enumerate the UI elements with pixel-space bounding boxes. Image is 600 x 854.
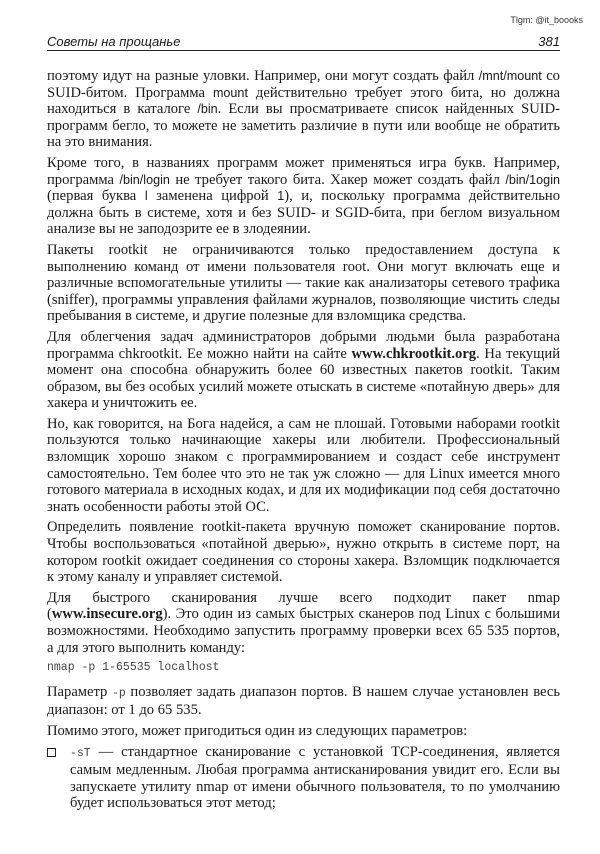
list-item <box>47 744 560 812</box>
text-run: поэтому идут на разные уловки. Например, они могут создать файл <box>47 68 479 84</box>
inline-code: /mnt/mount <box>478 69 542 83</box>
inline-code: mount <box>212 85 248 100</box>
paragraph <box>47 684 560 719</box>
text-run: . На текущий момент она способна обнаружить более 60 известных пакетов rootkit. Таким образом, вы без особых усилий можете отыскать в системе «потайную дверь» для хакера и уничтожить ее. <box>47 345 561 412</box>
inline-code: 1 <box>277 189 285 204</box>
text-run: действительно требует этого бита, но должна находиться в каталоге <box>47 84 560 118</box>
text-run: Помимо этого, может пригодиться один из следующих параметров: <box>47 722 468 739</box>
inline-code: l <box>144 189 148 204</box>
inline-code: /bin/login <box>119 172 170 187</box>
url-text: www.chkrootkit.org <box>351 345 477 362</box>
watermark: Tlgm: @it_boooks <box>510 15 583 25</box>
bullet-list <box>47 744 560 812</box>
list-item-text <box>70 744 560 812</box>
text-run: Параметр <box>47 683 112 700</box>
running-header <box>47 29 560 51</box>
page-number: 381 <box>538 34 560 49</box>
text-run: не требует такого бита. Хакер может создать файл <box>169 171 506 188</box>
inline-code: /bin <box>197 102 218 117</box>
chapter-title: Советы на прощанье <box>47 34 181 49</box>
text-run: Определить появление rootkit-пакета вручную поможет сканирование портов. Чтобы воспользоваться «потайной дверью», нужно открыть в системе порт, на котором rootkit ожидает соединения со стороны хакера. Взломщик подключается к этому каналу и управляет системой. <box>47 519 560 586</box>
paragraph <box>47 723 560 740</box>
inline-code: /bin/1ogin <box>505 172 560 187</box>
text-run: — стандартное сканирование с установкой TCP-соединения, является самым медленным. Любая программа антисканирования увидит его. Если вы запускаете утилиту nmap от имени обычного пользователя, то по умолчанию будет использоваться этот метод; <box>70 743 560 812</box>
text-run: Но, как говорится, на Бога надейся, а сам не плошай. Готовыми наборами rootkit пользуются только начинающие хакеры или любители. Профессиональный взломщик хорошо знаком с программированием и создаст себе инструмент самостоятельно. Тем более что это не так уж сложно — для Linux имеется много готового материала в исходных кодах, и для их модификации под себя достаточно знать особенности работы этой ОС. <box>47 415 560 515</box>
paragraph <box>47 242 560 325</box>
checkbox-bullet-icon <box>47 748 56 757</box>
page-body <box>47 68 560 816</box>
code-block: nmap -p 1-65535 localhost <box>47 661 220 675</box>
inline-code: -p <box>111 686 126 700</box>
paragraph <box>47 329 560 412</box>
paragraph <box>47 416 560 516</box>
text-run: (первая буква <box>47 188 145 205</box>
text-run: . Если вы просматриваете список найденных SUID-программ бегло, то можете не заметить различие в пути или вообще не обратить на это внимания. <box>47 101 560 151</box>
text-run: Кроме того, в названиях программ может применяться игра букв. Например, программа <box>47 154 560 188</box>
paragraph <box>47 68 560 151</box>
url-text: www.insecure.org <box>51 606 163 623</box>
paragraph <box>47 155 560 238</box>
text-run: заменена цифрой <box>147 188 278 205</box>
paragraph <box>47 590 560 656</box>
text-run: Для облегчения задач администраторов добрыми людьми была разработана программа chkrootkit. Ее можно найти на сайте <box>47 328 560 362</box>
paragraph <box>47 519 560 585</box>
text-run: ), и, поскольку программа действительно должна быть в системе, хотя и без SUID- и SGID-бита, при беглом визуальном анализе вы не заподозрите ее в злодеянии. <box>47 188 560 238</box>
inline-code: -sT <box>70 746 91 760</box>
text-run: со SUID-битом. Программа <box>47 68 560 101</box>
text-run: Для быстрого сканирования лучше всего подходит пакет nmap ( <box>47 589 560 623</box>
text-run: позволяет задать диапазон портов. В нашем случае установлен весь диапазон: от 1 до 65 535. <box>47 683 560 719</box>
text-run: Пакеты rootkit не ограничиваются только предоставлением доступа к выполнению команд от имени пользователя root. Они могут включать еще и различные вспомогательные утилиты — такие как анализаторы сетевого трафика (sniffer), программы управления файлами журналов, позволяющие чистить следы пребывания в системе, и другие полезные для взломщика средства. <box>47 241 560 325</box>
text-run: ). Это один из самых быстрых сканеров под Linux с большими возможностями. Необходимо запустить программу проверки всех 65 535 портов, а для этого выполнить команду: <box>47 606 560 656</box>
paragraphs-after-code <box>47 684 560 740</box>
paragraphs-before-code <box>47 68 560 656</box>
